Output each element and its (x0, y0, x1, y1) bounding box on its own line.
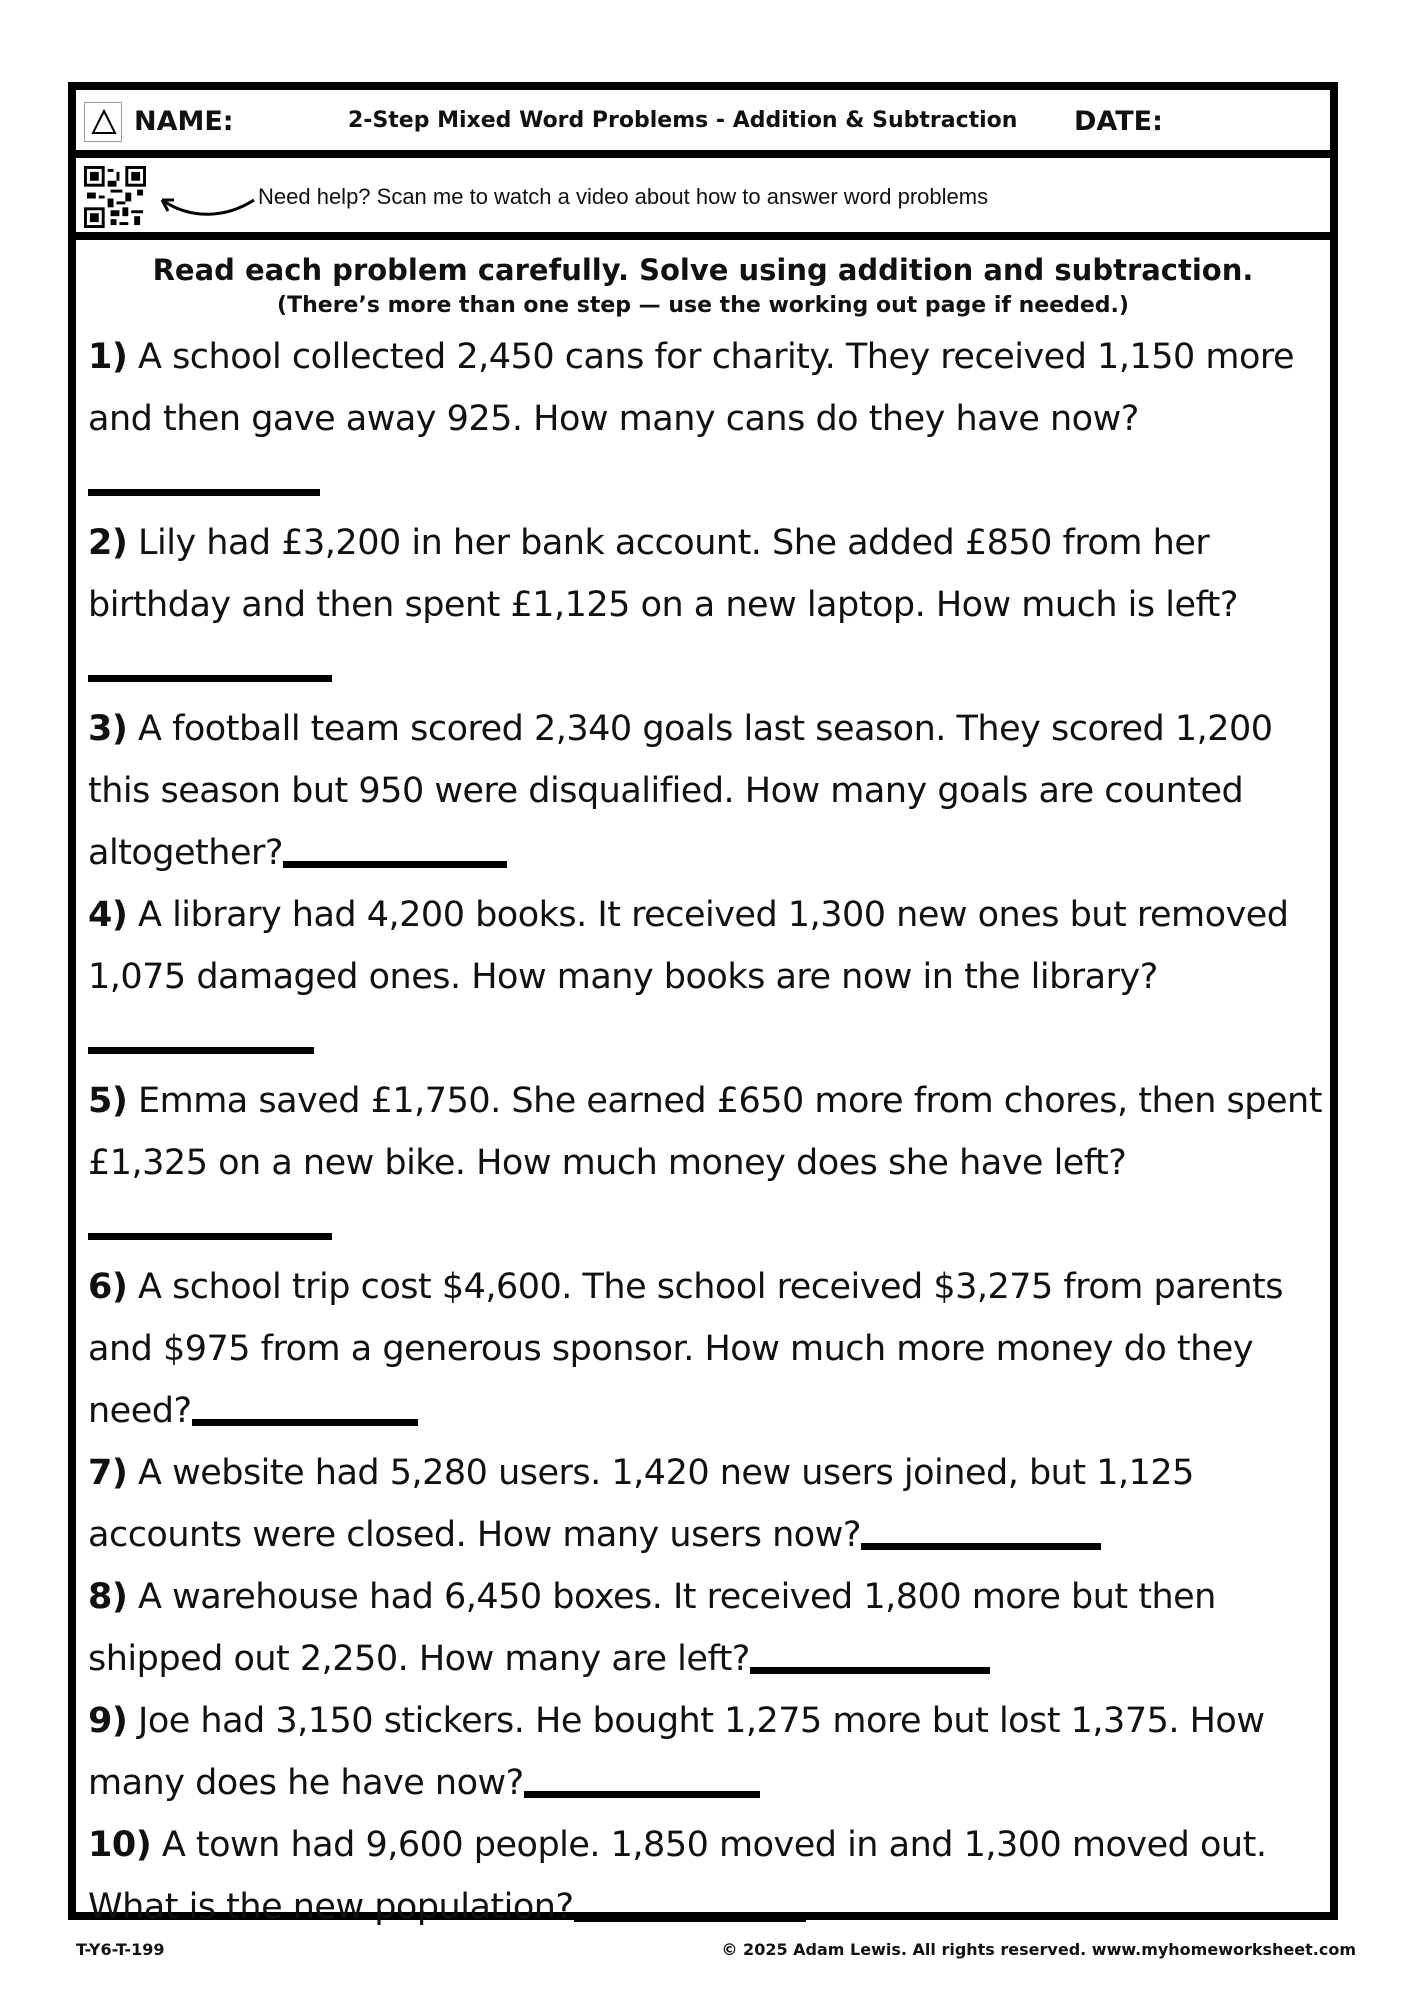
problem-7 (88, 1442, 1338, 1566)
problem-number: 7) (88, 1453, 128, 1493)
problem-text: Lily had £3,200 in her bank account. She added £850 from her birthday and then spent £1,125 on a new laptop. How much is left? (88, 523, 1238, 625)
problem-9 (88, 1690, 1338, 1814)
triangle-logo-icon (84, 102, 122, 142)
problem-number: 8) (88, 1577, 128, 1617)
problem-text: A library had 4,200 books. It received 1,300 new ones but removed 1,075 damaged ones. How many books are now in the library? (88, 895, 1289, 997)
problem-text: Emma saved £1,750. She earned £650 more from chores, then spent £1,325 on a new bike. How much money does she have left? (88, 1081, 1322, 1183)
answer-line[interactable] (283, 861, 507, 868)
problem-text: A football team scored 2,340 goals last season. They scored 1,200 this season but 950 were disqualified. How many goals are counted altogether? (88, 709, 1273, 873)
date-label: DATE: (1074, 106, 1163, 137)
problem-10 (88, 1814, 1338, 1938)
problem-6 (88, 1256, 1338, 1442)
problem-number: 10) (88, 1825, 152, 1865)
copyright-text: © 2025 Adam Lewis. All rights reserved. www.myhomeworksheet.com (721, 1940, 1356, 1959)
problem-4 (88, 884, 1338, 1070)
problem-1 (88, 326, 1338, 512)
answer-line[interactable] (88, 489, 320, 496)
problem-text: A school collected 2,450 cans for charity. They received 1,150 more and then gave away 925. How many cans do they have now? (88, 337, 1295, 439)
curved-arrow-icon (156, 188, 256, 228)
problem-number: 1) (88, 337, 128, 377)
answer-line[interactable] (88, 675, 332, 682)
answer-line[interactable] (88, 1233, 332, 1240)
problem-number: 4) (88, 895, 128, 935)
answer-line[interactable] (750, 1667, 990, 1674)
worksheet-title: 2-Step Mixed Word Problems - Addition & Subtraction (348, 108, 1018, 133)
problem-2 (88, 512, 1338, 698)
instructions-main: Read each problem carefully. Solve using addition and subtraction. (152, 253, 1254, 287)
problem-number: 2) (88, 523, 128, 563)
problem-number: 3) (88, 709, 128, 749)
problem-list (88, 326, 1338, 1938)
answer-line[interactable] (192, 1419, 418, 1426)
instructions-sub: (There’s more than one step — use the working out page if needed.) (277, 293, 1129, 318)
problem-text: A website had 5,280 users. 1,420 new users joined, but 1,125 accounts were closed. How many users now? (88, 1453, 1194, 1555)
problem-number: 9) (88, 1701, 128, 1741)
worksheet-frame (68, 82, 1338, 1927)
instructions (76, 250, 1330, 322)
problem-text: Joe had 3,150 stickers. He bought 1,275 more but lost 1,375. How many does he have now? (88, 1701, 1265, 1803)
problem-3 (88, 698, 1338, 884)
help-text: Need help? Scan me to watch a video about how to answer word problems (258, 184, 989, 209)
problem-8 (88, 1566, 1338, 1690)
name-label: NAME: (134, 106, 234, 137)
problem-number: 6) (88, 1267, 128, 1307)
answer-line[interactable] (88, 1047, 314, 1054)
problem-text: A school trip cost $4,600. The school received $3,275 from parents and $975 from a generous sponsor. How much more money do they need? (88, 1267, 1283, 1431)
qr-code-icon[interactable] (84, 166, 146, 228)
problem-text: A warehouse had 6,450 boxes. It received 1,800 more but then shipped out 2,250. How many are left? (88, 1577, 1216, 1679)
worksheet-code: T-Y6-T-199 (76, 1940, 165, 1959)
help-row (76, 158, 1330, 240)
answer-line[interactable] (524, 1791, 760, 1798)
answer-line[interactable] (574, 1915, 806, 1922)
problem-5 (88, 1070, 1338, 1256)
header-row (76, 90, 1330, 158)
problem-number: 5) (88, 1081, 128, 1121)
problem-text: A town had 9,600 people. 1,850 moved in and 1,300 moved out. What is the new population? (88, 1825, 1267, 1927)
answer-line[interactable] (861, 1543, 1101, 1550)
